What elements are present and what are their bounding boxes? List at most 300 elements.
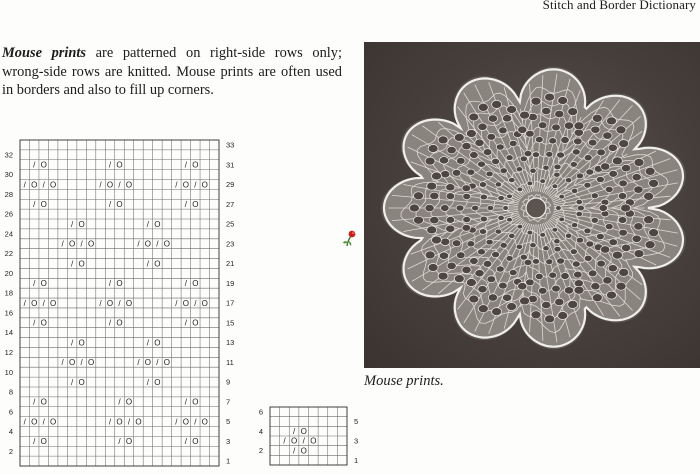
- doily-eyelet: [503, 206, 509, 211]
- doily-eyelet: [591, 217, 598, 223]
- doily-eyelet: [499, 282, 508, 289]
- yarn-over-symbol: O: [78, 259, 85, 269]
- doily-eyelet: [540, 179, 546, 184]
- doily-eyelet: [430, 216, 439, 223]
- doily-eyelet: [472, 205, 479, 211]
- doily-eyelet: [607, 291, 617, 299]
- doily-eyelet: [609, 239, 618, 246]
- doily-eyelet: [591, 193, 598, 199]
- doily-eyelet: [507, 217, 513, 222]
- doily-eyelet: [432, 236, 442, 244]
- yarn-over-symbol: O: [192, 437, 199, 447]
- doily-eyelet: [576, 211, 583, 216]
- yarn-over-symbol: O: [290, 436, 298, 446]
- yarn-over-symbol: O: [40, 200, 47, 210]
- chart_main-row-label-left: 20: [4, 268, 13, 278]
- k2tog-symbol: /: [292, 446, 296, 456]
- chart_main-row-label-left: 32: [4, 150, 13, 160]
- doily-eyelet: [596, 176, 604, 182]
- doily-eyelet: [452, 240, 461, 247]
- doily-eyelet: [475, 269, 484, 276]
- doily-eyelet: [498, 215, 505, 220]
- k2tog-symbol: /: [33, 437, 36, 447]
- doily-eyelet: [478, 305, 488, 313]
- intro-body: are patterned on right-side rows only; wrong-side rows are knitted. Mouse prints are often used in borders and also to fill up corners.: [2, 45, 342, 98]
- yarn-over-symbol: O: [78, 219, 85, 229]
- doily-eyelet: [441, 238, 450, 245]
- doily-eyelet: [488, 294, 497, 301]
- doily-eyelet: [561, 137, 570, 144]
- k2tog-symbol: /: [137, 239, 140, 249]
- chart_main-row-label-right: 15: [226, 318, 235, 328]
- k2tog-symbol: /: [108, 318, 112, 328]
- doily-eyelet: [564, 287, 573, 294]
- doily-eyelet: [552, 285, 561, 292]
- yarn-over-symbol: O: [87, 239, 95, 249]
- chart_main-row-label-left: 10: [4, 367, 13, 377]
- doily-eyelet: [438, 136, 448, 144]
- doily-eyelet: [621, 244, 630, 251]
- doily-eyelet: [576, 173, 583, 179]
- doily-eyelet: [559, 217, 565, 222]
- k2tog-symbol: /: [194, 180, 197, 190]
- yarn-over-symbol: O: [31, 180, 38, 190]
- doily-eyelet: [439, 252, 448, 259]
- k2tog-symbol: /: [99, 298, 102, 308]
- k2tog-symbol: /: [108, 417, 112, 427]
- yarn-over-symbol: O: [78, 377, 85, 387]
- doily-eyelet: [619, 180, 628, 187]
- doily-eyelet: [554, 239, 561, 244]
- yarn-over-symbol: O: [31, 417, 38, 427]
- chart_small-row-label-left: 4: [258, 426, 263, 436]
- k2tog-symbol: /: [71, 259, 74, 269]
- doily-eyelet: [608, 264, 617, 271]
- doily-eyelet: [584, 228, 591, 234]
- doily-eyelet: [500, 168, 507, 174]
- doily-eyelet: [586, 169, 594, 175]
- doily-eyelet: [549, 272, 557, 278]
- doily-eyelet: [568, 108, 578, 116]
- k2tog-symbol: /: [184, 160, 187, 170]
- doily-eyelet: [531, 97, 541, 105]
- doily-eyelet: [457, 252, 466, 259]
- yarn-over-symbol: O: [163, 239, 170, 249]
- k2tog-symbol: /: [61, 239, 64, 249]
- doily-eyelet: [546, 151, 553, 157]
- yarn-over-symbol: O: [116, 160, 123, 170]
- doily-eyelet: [584, 155, 592, 161]
- doily-eyelet: [565, 233, 572, 238]
- k2tog-symbol: /: [33, 397, 36, 407]
- doily-eyelet: [574, 271, 583, 278]
- k2tog-symbol: /: [175, 180, 178, 190]
- chart_main-row-label-right: 31: [226, 160, 235, 170]
- k2tog-symbol: /: [23, 417, 26, 427]
- doily-eyelet: [634, 158, 644, 166]
- doily-photo: [364, 42, 700, 368]
- yarn-over-symbol: O: [201, 180, 208, 190]
- chart_main-row-label-left: 2: [8, 446, 13, 456]
- doily-eyelet: [588, 270, 597, 277]
- k2tog-symbol: /: [108, 279, 112, 289]
- doily-eyelet: [603, 132, 612, 139]
- yarn-over-symbol: O: [144, 358, 152, 368]
- doily-eyelet: [634, 223, 643, 230]
- k2tog-symbol: /: [146, 338, 150, 348]
- chart_main-row-label-right: 7: [226, 397, 231, 407]
- k2tog-symbol: /: [108, 200, 112, 210]
- chart_small-row-label-left: 2: [258, 446, 263, 456]
- doily-eyelet: [588, 139, 597, 146]
- yarn-over-symbol: O: [31, 298, 38, 308]
- doily-eyelet: [454, 133, 464, 141]
- k2tog-symbol: /: [184, 437, 187, 447]
- doily-eyelet: [432, 172, 442, 180]
- doily-eyelet: [518, 126, 527, 133]
- doily-eyelet: [609, 170, 618, 177]
- doily-eyelet: [470, 152, 479, 159]
- doily-eyelet: [478, 249, 486, 255]
- doily-eyelet: [584, 182, 591, 188]
- doily-eyelet: [531, 311, 541, 319]
- doily-eyelet: [492, 100, 502, 108]
- doily-eyelet: [499, 127, 508, 134]
- chart_main-row-label-right: 21: [226, 259, 235, 269]
- k2tog-symbol: /: [42, 417, 45, 427]
- doily-eyelet: [621, 164, 630, 171]
- doily-eyelet: [616, 282, 626, 290]
- doily-eyelet: [414, 192, 424, 200]
- doily-eyelet: [586, 241, 594, 247]
- yarn-over-symbol: O: [40, 160, 47, 170]
- k2tog-symbol: /: [175, 417, 178, 427]
- chart_main-row-label-left: 30: [4, 170, 13, 180]
- k2tog-symbol: /: [42, 298, 45, 308]
- doily-eyelet: [621, 204, 631, 212]
- yarn-over-symbol: O: [125, 397, 133, 407]
- k2tog-symbol: /: [292, 426, 296, 436]
- doily-eyelet: [619, 140, 629, 148]
- doily-eyelet: [483, 149, 492, 156]
- doily-eyelet: [649, 179, 659, 187]
- yarn-over-symbol: O: [135, 417, 142, 427]
- doily-eyelet: [447, 262, 456, 269]
- k2tog-symbol: /: [80, 358, 83, 368]
- chart_main-row-label-right: 29: [226, 180, 235, 190]
- doily-eyelet: [645, 167, 655, 175]
- doily-eyelet: [596, 233, 604, 239]
- k2tog-symbol: /: [118, 397, 121, 407]
- yarn-over-symbol: O: [192, 200, 199, 210]
- doily-eyelet: [456, 205, 464, 211]
- doily-eyelet: [601, 163, 610, 170]
- doily-eyelet: [495, 182, 502, 187]
- k2tog-symbol: /: [80, 239, 83, 249]
- k2tog-symbol: /: [108, 160, 112, 170]
- chart_main-row-label-left: 12: [4, 347, 13, 357]
- yarn-over-symbol: O: [192, 160, 199, 170]
- doily-eyelet: [592, 114, 602, 122]
- doily-eyelet: [425, 251, 435, 259]
- k2tog-symbol: /: [194, 417, 197, 427]
- doily-eyelet: [597, 149, 606, 156]
- doily-eyelet: [479, 182, 486, 188]
- doily-eyelet: [559, 194, 565, 199]
- chart_main-row-label-left: 4: [8, 427, 13, 437]
- chart_main-row-label-right: 3: [226, 436, 231, 446]
- yarn-over-symbol: O: [116, 417, 123, 427]
- doily-eyelet: [538, 287, 547, 294]
- yarn-over-symbol: O: [192, 318, 199, 328]
- doily-eyelet: [502, 115, 511, 122]
- yarn-over-symbol: O: [116, 200, 123, 210]
- yarn-over-symbol: O: [50, 180, 57, 190]
- doily-eyelet: [509, 178, 516, 183]
- doily-eyelet: [618, 193, 627, 200]
- doily-eyelet: [605, 223, 613, 229]
- doily-eyelet: [507, 303, 517, 311]
- doily-eyelet: [487, 133, 496, 140]
- chart_main-row-label-right: 19: [226, 278, 235, 288]
- k2tog-symbol: /: [137, 358, 140, 368]
- doily-eyelet: [478, 161, 486, 167]
- chart_main-row-label-left: 22: [4, 249, 13, 259]
- doily-eyelet: [478, 285, 487, 292]
- doily-eyelet: [524, 259, 532, 265]
- doily-eyelet: [619, 268, 629, 276]
- k2tog-symbol: /: [302, 436, 305, 446]
- yarn-over-symbol: O: [144, 239, 152, 249]
- doily-eyelet: [576, 237, 583, 243]
- doily-eyelet: [565, 178, 572, 183]
- doily-eyelet: [556, 206, 562, 211]
- doily-eyelet: [557, 258, 565, 264]
- chart_main-row-label-right: 5: [226, 417, 231, 427]
- k2tog-symbol: /: [127, 417, 131, 427]
- k2tog-symbol: /: [118, 180, 121, 190]
- chart_small-row-label-right: 3: [354, 436, 359, 446]
- doily-eyelet: [475, 139, 484, 146]
- doily-eyelet: [618, 217, 627, 224]
- yarn-over-symbol: O: [125, 437, 133, 447]
- doily-eyelet: [492, 251, 500, 257]
- doily-eyelet: [438, 272, 448, 280]
- doily-eyelet: [520, 111, 530, 119]
- doily-eyelet: [619, 229, 628, 236]
- yarn-over-symbol: O: [106, 298, 114, 308]
- doily-eyelet: [558, 97, 568, 105]
- doily-eyelet: [441, 205, 450, 212]
- yarn-over-symbol: O: [154, 219, 161, 229]
- doily-eyelet: [634, 186, 643, 193]
- doily-eyelet: [478, 103, 488, 111]
- doily-eyelet: [462, 185, 471, 192]
- doily-eyelet: [538, 122, 547, 129]
- yarn-over-symbol: O: [182, 298, 189, 308]
- doily-eyelet: [527, 230, 533, 235]
- doily-eyelet: [446, 225, 455, 232]
- doily-eyelet: [634, 250, 644, 258]
- k2tog-symbol: /: [146, 259, 150, 269]
- yarn-over-symbol: O: [192, 397, 199, 407]
- doily-eyelet: [496, 144, 504, 150]
- chart_main-row-label-left: 24: [4, 229, 13, 239]
- doily-eyelet: [572, 149, 580, 155]
- doily-eyelet: [500, 242, 507, 248]
- k2tog-symbol: /: [33, 200, 36, 210]
- k2tog-symbol: /: [184, 397, 187, 407]
- doily-eyelet: [574, 138, 583, 145]
- doily-eyelet: [555, 298, 564, 305]
- doily-eyelet: [584, 255, 592, 261]
- doily-eyelet: [552, 227, 558, 232]
- doily-eyelet: [430, 192, 439, 199]
- doily-eyelet: [632, 173, 641, 180]
- doily-eyelet: [452, 169, 461, 176]
- doily-eyelet: [574, 122, 584, 130]
- yarn-over-symbol: O: [78, 338, 85, 348]
- doily-eyelet: [487, 276, 496, 283]
- yarn-over-symbol: O: [40, 397, 47, 407]
- doily-eyelet: [632, 235, 641, 242]
- doily-eyelet: [446, 184, 455, 191]
- doily-eyelet: [591, 283, 600, 290]
- doily-eyelet: [446, 193, 455, 200]
- doily-eyelet: [542, 301, 551, 308]
- doily-eyelet: [486, 171, 493, 177]
- doily-eyelet: [649, 229, 659, 237]
- doily-eyelet: [570, 249, 577, 255]
- k2tog-symbol: /: [33, 279, 36, 289]
- doily-eyelet: [517, 187, 523, 192]
- doily-eyelet: [466, 130, 476, 138]
- doily-eyelet: [506, 256, 513, 262]
- yarn-over-symbol: O: [40, 279, 47, 289]
- doily-eyelet: [467, 169, 475, 175]
- doily-eyelet: [543, 246, 550, 251]
- doily-eyelet: [414, 216, 424, 224]
- k2tog-symbol: /: [184, 200, 187, 210]
- doily-eyelet: [498, 196, 505, 201]
- yarn-over-symbol: O: [182, 180, 189, 190]
- doily-eyelet: [492, 308, 502, 316]
- yarn-over-symbol: O: [154, 338, 161, 348]
- doily-eyelet: [564, 122, 573, 129]
- chart_main-row-label-right: 17: [226, 298, 235, 308]
- chart_small-row-label-right: 1: [354, 455, 359, 465]
- k2tog-symbol: /: [175, 298, 178, 308]
- chart_main-row-label-left: 14: [4, 328, 13, 338]
- doily-eyelet: [591, 126, 600, 133]
- doily-eyelet: [462, 224, 471, 231]
- yarn-over-symbol: O: [201, 298, 208, 308]
- chart_main-row-label-left: 6: [8, 407, 13, 417]
- doily-eyelet: [532, 152, 539, 158]
- doily-eyelet: [570, 162, 577, 168]
- doily-eyelet: [518, 282, 527, 289]
- photo-caption: Mouse prints.: [364, 373, 444, 389]
- chart_main-row-label-left: 8: [8, 387, 13, 397]
- doily-eyelet: [483, 260, 492, 267]
- doily-eyelet: [466, 279, 476, 287]
- doily-eyelet: [487, 205, 494, 210]
- doily-eyelet: [612, 251, 622, 259]
- doily-eyelet: [612, 157, 622, 165]
- doily-eyelet: [577, 205, 584, 211]
- k2tog-symbol: /: [283, 436, 286, 446]
- doily-eyelet: [524, 150, 532, 156]
- doily-eyelet: [496, 266, 504, 272]
- intro-lead-term: Mouse prints: [2, 45, 87, 61]
- doily-eyelet: [530, 243, 537, 248]
- doily-eyelet: [428, 145, 438, 153]
- doily-eyelet: [470, 258, 479, 265]
- doily-eyelet: [574, 286, 584, 294]
- yarn-over-symbol: O: [125, 298, 133, 308]
- doily-eyelet: [463, 193, 471, 199]
- doily-eyelet: [530, 168, 537, 173]
- doily-eyelet: [554, 164, 561, 170]
- yarn-over-symbol: O: [40, 318, 47, 328]
- k2tog-symbol: /: [42, 180, 45, 190]
- yarn-over-symbol: O: [40, 437, 47, 447]
- doily-eyelet: [543, 165, 550, 170]
- yarn-over-symbol: O: [50, 417, 57, 427]
- yarn-over-symbol: O: [154, 377, 161, 387]
- yarn-over-symbol: O: [87, 358, 95, 368]
- doily-eyelet: [480, 194, 487, 200]
- doily-eyelet: [558, 312, 568, 320]
- yarn-over-symbol: O: [116, 279, 123, 289]
- doily-eyelet: [532, 259, 539, 265]
- doily-eyelet: [542, 107, 551, 114]
- doily-eyelet: [535, 136, 543, 142]
- doily-eyelet: [561, 273, 570, 280]
- chart_main-row-label-left: 28: [4, 189, 13, 199]
- chart_main-row-label-right: 1: [226, 456, 231, 466]
- k2tog-symbol: /: [71, 377, 74, 387]
- k2tog-symbol: /: [184, 318, 187, 328]
- doily-eyelet: [554, 246, 561, 252]
- doily-eyelet: [597, 260, 606, 267]
- chart_small-grid: [270, 407, 347, 465]
- k2tog-symbol: /: [184, 279, 187, 289]
- doily-eyelet: [520, 297, 530, 305]
- doily-eyelet: [488, 115, 497, 122]
- doily-eyelet: [576, 199, 583, 204]
- k2tog-symbol: /: [146, 377, 150, 387]
- yarn-over-symbol: O: [154, 259, 161, 269]
- doily-eyelet: [428, 264, 438, 272]
- k2tog-symbol: /: [118, 437, 121, 447]
- doily-eyelet: [479, 229, 486, 235]
- doily-eyelet: [605, 186, 613, 192]
- doily-eyelet: [439, 157, 448, 164]
- chart_main-row-label-right: 9: [226, 377, 231, 387]
- k2tog-symbol: /: [33, 160, 36, 170]
- doily-eyelet: [446, 216, 455, 223]
- doily-eyelet: [527, 181, 533, 186]
- doily-eyelet: [441, 170, 450, 177]
- doily-eyelet: [516, 167, 523, 172]
- doily-eyelet: [467, 241, 475, 247]
- yarn-over-symbol: O: [69, 358, 76, 368]
- yarn-over-symbol: O: [192, 279, 199, 289]
- running-head: Stitch and Border Dictionary: [542, 0, 696, 12]
- doily-eyelet: [545, 93, 555, 101]
- yarn-over-symbol: O: [300, 426, 307, 436]
